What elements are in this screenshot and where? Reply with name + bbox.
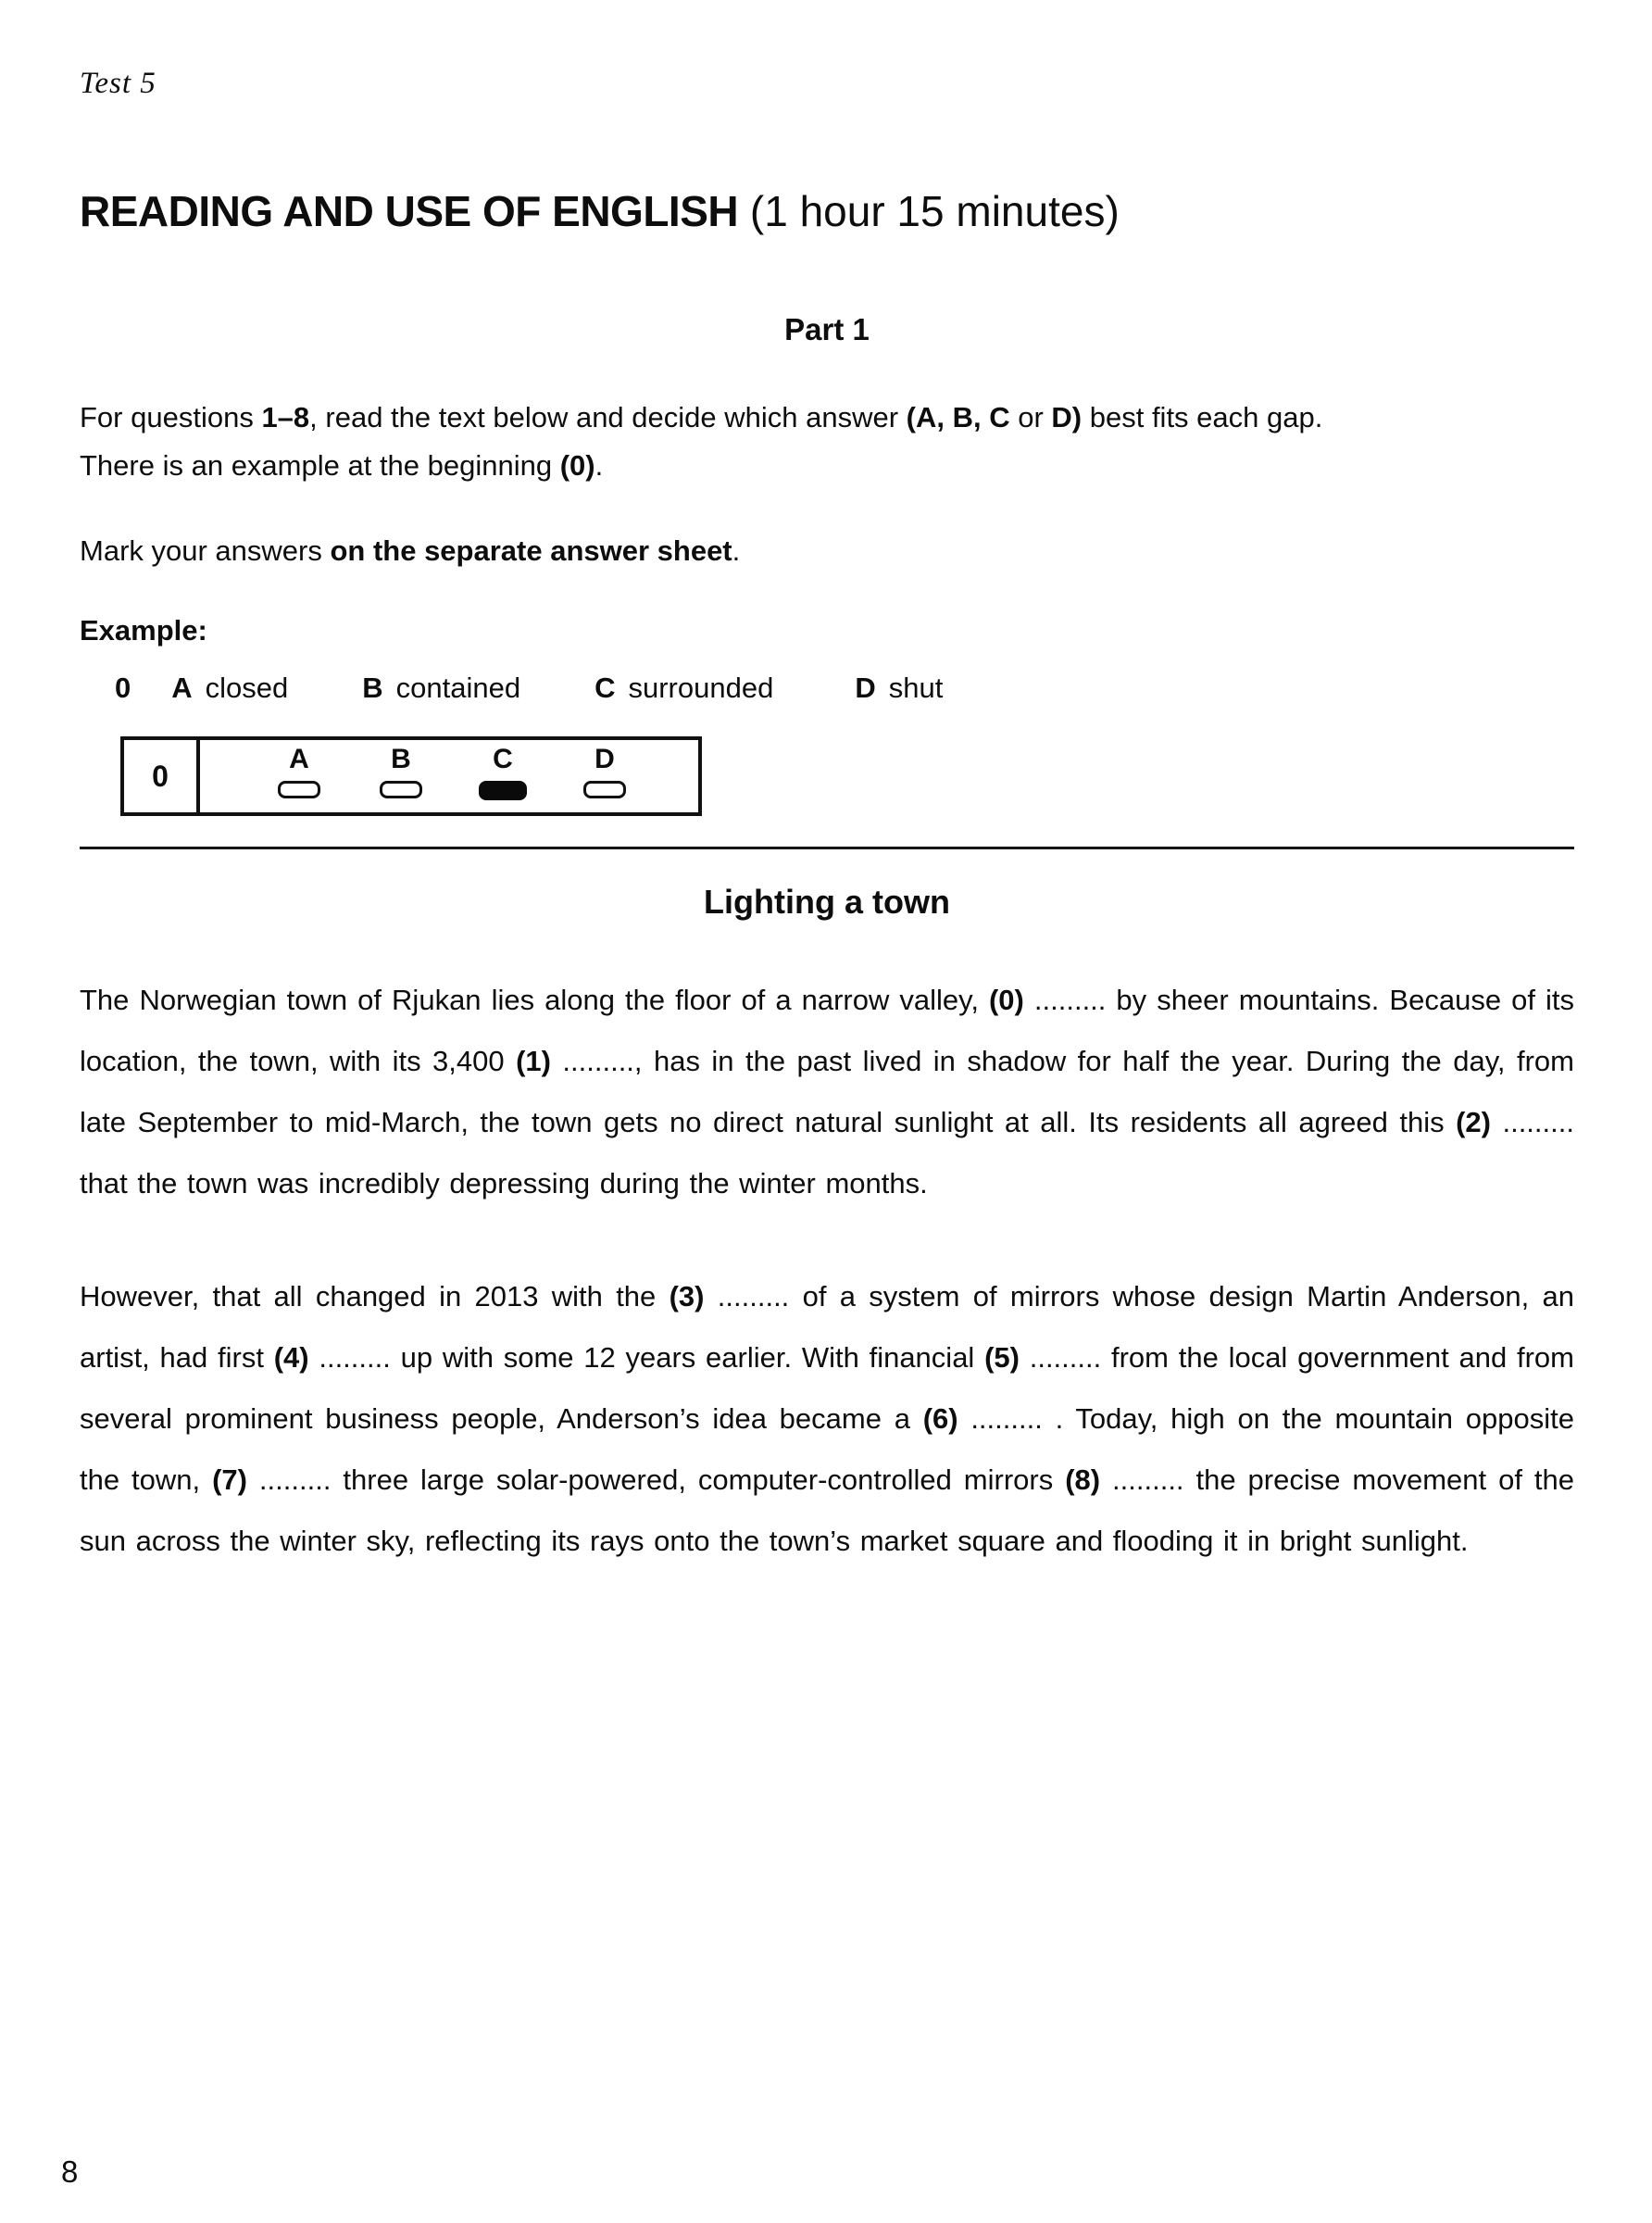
instructions-line-1: For questions 1–8, read the text below and decide which answer (A, B, C or D) best fits each gap.: [80, 401, 1323, 433]
passage: [80, 883, 1574, 1572]
grid-question-number: 0: [124, 740, 200, 812]
example-number: 0: [115, 672, 131, 704]
example-option-a: [171, 672, 288, 705]
passage-title: Lighting a town: [704, 883, 950, 921]
option-text-b: contained: [395, 672, 521, 704]
grid-options: [200, 740, 698, 812]
option-text-c: surrounded: [628, 672, 774, 704]
option-letter-a: A: [171, 672, 193, 704]
grid-letter-c: C: [493, 744, 513, 774]
option-letter-d: D: [855, 672, 876, 704]
part-heading: Part 1: [784, 312, 870, 346]
grid-column-b: [350, 740, 452, 812]
grid-column-a: [248, 740, 350, 812]
section-title-main: READING AND USE OF ENGLISH: [80, 187, 739, 235]
answer-bubble-c[interactable]: [479, 781, 527, 800]
grid-column-d: [554, 740, 656, 812]
section-title-duration: (1 hour 15 minutes): [738, 187, 1120, 235]
answer-bubble-b[interactable]: [380, 781, 422, 798]
option-letter-c: C: [594, 672, 616, 704]
example-row: [80, 672, 1574, 705]
page-number: 8: [61, 2154, 79, 2189]
instructions: [80, 394, 1574, 490]
mark-instruction: Mark your answers on the separate answer sheet.: [80, 534, 741, 567]
instructions-line-2: There is an example at the beginning (0).: [80, 449, 604, 482]
test-label: Test 5: [80, 67, 156, 100]
option-text-a: closed: [205, 672, 289, 704]
option-text-d: shut: [888, 672, 944, 704]
answer-bubble-a[interactable]: [278, 781, 320, 798]
example-option-c: [594, 672, 773, 705]
grid-column-c: [452, 740, 554, 812]
grid-letter-d: D: [594, 744, 615, 774]
grid-letter-b: B: [391, 744, 411, 774]
option-letter-b: B: [362, 672, 383, 704]
answer-grid: [120, 736, 702, 816]
example-label: Example:: [80, 614, 207, 647]
section-title: [80, 186, 1574, 236]
passage-paragraph-2: However, that all changed in 2013 with the (3) ......... of a system of mirrors whose design Martin Anderson, an artist, had first (4) ......... up with some 12 years earlier. With financial (5) ......... from the local government and from several prominent business people, Anderson’s idea became a (6) ......... . Today, high on the mountain opposite the town, (7) ......... three large solar-powered, computer-controlled mirrors (8) ......... the precise movement of the sun across the winter sky, reflecting its rays onto the town’s market square and flooding it in bright sunlight.: [80, 1280, 1574, 1557]
passage-paragraph-1: The Norwegian town of Rjukan lies along the floor of a narrow valley, (0) ......... by sheer mountains. Because of its location, the town, with its 3,400 (1) ........., has in the past lived in shadow for half the year. During the day, from late September to mid-March, the town gets no direct natural sunlight at all. Its residents all agreed this (2) ......... that the town was incredibly depressing during the winter months.: [80, 984, 1574, 1199]
example-option-d: [855, 672, 943, 705]
section-divider: [80, 847, 1574, 849]
grid-letter-a: A: [289, 744, 309, 774]
answer-bubble-d[interactable]: [583, 781, 626, 798]
example-option-b: [362, 672, 520, 705]
